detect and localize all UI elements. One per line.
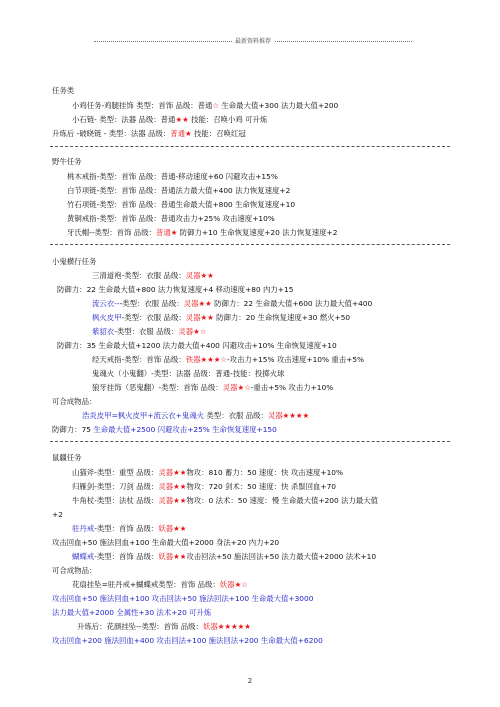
text-segment: 经天戒指-类型：首饰 品级：	[92, 355, 186, 364]
text-segment: 鼠疆任务	[52, 453, 82, 462]
text-segment: 牙氏帽--类型：首饰 品级：	[67, 228, 156, 237]
text-segment: 蝴蝶戒	[72, 552, 95, 561]
text-line	[67, 227, 337, 238]
text-segment: -类型：首饰 品级：	[94, 524, 159, 533]
text-line	[67, 185, 290, 196]
text-segment: 防御力+10 生命恢复速度+20 法力恢复速度+2	[177, 228, 338, 237]
text-segment: 法力最大值+2000 全属性+30 法术+20 可升炼	[52, 608, 212, 617]
text-segment: 防御力：22 生命最大值+600 法力最大值+400	[211, 299, 373, 308]
text-segment: ★★	[175, 115, 189, 124]
text-segment: 升炼后 -破晓链 - 类型：法器 品级：	[52, 129, 171, 138]
text-line	[52, 452, 82, 463]
text-segment: 花扇挂坠=驻丹戒+蝴蝶戒类型：首饰 品级：	[72, 580, 220, 589]
text-line	[92, 270, 214, 281]
text-line	[72, 495, 378, 506]
text-segment: -重击+5% 攻击力+10%	[250, 383, 334, 392]
text-line	[92, 326, 206, 337]
text-line	[72, 551, 376, 562]
text-segment: 类型：衣服 品级：	[204, 411, 268, 420]
text-segment: 可合成物品：	[52, 397, 97, 406]
text-line	[92, 312, 350, 323]
text-segment: 铁器★★★☆	[185, 355, 228, 364]
text-segment: 任务类	[52, 86, 75, 95]
text-segment: 生命最大值+300 法力最大值+200	[219, 101, 339, 110]
text-segment: 防御力：22 生命最大值+800 法力恢复速度+4 移动速度+80 内力+15	[57, 285, 294, 294]
text-segment: 灵器★★★★	[267, 411, 310, 420]
text-segment: -类型：衣服 品级：	[119, 299, 184, 308]
text-segment: 小石链- 类型：法器 品级：普通	[72, 115, 176, 124]
text-segment: 牛角杖-类型：法杖 品级：	[72, 496, 159, 505]
text-line	[52, 156, 82, 167]
text-segment: 技能：召唤小鸡 可升炼	[188, 115, 268, 124]
text-segment: -类型：衣服 品级：	[121, 313, 186, 322]
text-line	[57, 340, 337, 351]
text-segment: 驻丹戒	[72, 524, 95, 533]
text-segment: 白节项链-类型：首饰 品级：普通法力最大值+400 法力恢复速度+2	[67, 186, 291, 195]
text-segment: ☆	[212, 101, 220, 110]
text-line	[72, 523, 186, 534]
text-segment: 归雁剑-类型：刀剑 品级：	[72, 482, 159, 491]
text-segment: 妖器★★	[158, 524, 187, 533]
text-line	[92, 298, 372, 309]
text-segment: 防御力：75	[52, 425, 94, 434]
text-segment: ★	[185, 129, 192, 138]
text-segment: 普通★	[155, 228, 178, 237]
page-header	[94, 36, 412, 48]
text-line	[57, 284, 293, 295]
text-segment: 浩炎皮甲=枫火皮甲+流云衣+鬼魂火	[82, 411, 205, 420]
text-line	[72, 579, 248, 590]
text-segment: 技能：召唤红冠	[191, 129, 246, 138]
text-segment: 妖器★★	[158, 552, 187, 561]
text-segment: 流云衣--	[92, 299, 120, 308]
text-segment: 枫火皮甲	[92, 313, 122, 322]
text-segment: 妖器★★★★★	[202, 622, 251, 631]
text-line	[52, 537, 279, 548]
section-divider	[50, 244, 450, 245]
text-segment: 灵器★★	[158, 468, 187, 477]
section-divider	[50, 146, 450, 147]
text-segment: 攻击回血+50 施法回血+100 攻击回法+50 施法回法+100 生命最大值+3000	[52, 594, 314, 603]
text-segment: -类型：首饰 品级：	[94, 552, 159, 561]
text-line	[52, 424, 277, 435]
text-segment: 普通	[170, 129, 185, 138]
text-line	[72, 481, 336, 492]
text-segment: -攻击力+15% 攻击速度+10% 重击+5%	[227, 355, 365, 364]
text-segment: 物攻：720 剑术：50 速度：快 杀鬃回血+70	[186, 482, 337, 491]
text-segment: 灵器★☆	[222, 383, 251, 392]
text-segment: 物攻：0 法术：50 速度：慢 生命最大值+200 法力最大值	[186, 496, 378, 505]
text-segment: 灵器★★	[185, 271, 214, 280]
text-segment: 小鬼横行任务	[52, 257, 97, 266]
text-segment: 攻击回法+50 施法回法+50 法力最大值+2000 法术+10	[186, 552, 377, 561]
text-segment: 攻击回血+50 施法回血+100 生命最大值+2000 身法+20 内力+20	[52, 538, 280, 547]
text-segment: 妖器★☆	[219, 580, 248, 589]
header-text: 最新资料推荐	[232, 36, 274, 45]
text-line	[67, 199, 295, 210]
text-line	[52, 85, 74, 96]
text-line	[77, 621, 251, 632]
page-number: 2	[247, 677, 253, 685]
text-segment: +2	[52, 510, 63, 519]
text-line	[67, 213, 275, 224]
text-line	[67, 171, 278, 182]
text-segment: 生命最大值+2500 闪避攻击+25% 生命恢复速度+150	[93, 425, 277, 434]
text-segment: 灵器★☆	[178, 327, 207, 336]
text-segment: 桃木戒指-类型：首饰 品级：普通-移动速度+60 闪避攻击+15%	[67, 172, 278, 181]
text-line	[52, 396, 96, 407]
text-line	[52, 509, 63, 520]
text-line	[52, 607, 211, 618]
text-line	[52, 128, 246, 139]
text-line	[52, 565, 96, 576]
text-line	[72, 467, 343, 478]
text-segment: 灵器★★	[183, 299, 212, 308]
text-line	[52, 635, 323, 646]
text-line	[52, 256, 96, 267]
text-segment: 山猫斧-类型：重型 品级：	[72, 468, 159, 477]
text-line	[92, 354, 364, 365]
text-segment: 灵器★★	[158, 482, 187, 491]
text-segment: 三清道袍-类型：衣服 品级：	[92, 271, 186, 280]
text-segment: 灵器★★	[185, 313, 214, 322]
text-segment: 防御力：35 生命最大值+1200 法力最大值+400 闪避攻击+10% 生命恢复速度+10	[57, 341, 337, 350]
text-line	[72, 100, 338, 111]
text-segment: 防御力：20 生命恢复速度+30 燃火+50	[213, 313, 351, 322]
text-segment: 野牛任务	[52, 157, 82, 166]
text-line	[82, 410, 309, 421]
text-segment: 狼牙挂饰（恶鬼翻）-类型：首饰 品级：	[92, 383, 223, 392]
text-segment: 灵器★★	[158, 496, 187, 505]
text-line	[52, 593, 313, 604]
text-segment: 可合成物品：	[52, 566, 97, 575]
text-segment: 紫貂衣	[92, 327, 115, 336]
text-segment: 黄铜戒指-类型：首饰 品级：普通攻击力+25% 攻击速度+10%	[67, 214, 275, 223]
text-segment: 物攻：810 蓄力：50 速度：快 攻击速度+10%	[186, 468, 344, 477]
text-segment: 攻击回血+200 施法回血+400 攻击回法+100 施法回法+200 生命最大值+6200	[52, 636, 323, 645]
text-segment: -类型：衣服 品级：	[114, 327, 179, 336]
text-segment: 竹石项链-类型：首饰 品级：普通生命最大值+800 生命恢复速度+10	[67, 200, 296, 209]
text-line	[92, 382, 333, 393]
section-divider	[50, 441, 450, 442]
text-line	[92, 368, 284, 379]
text-segment: 小鸡任务-鸡腿挂饰 类型：首饰 品级：普通	[72, 101, 213, 110]
text-segment: 升炼后：花颜挂坠--类型：首饰 品级：	[77, 622, 203, 631]
text-line	[72, 114, 267, 125]
text-segment: 鬼魂火（小鬼翻）-类型：法器 品级：普通-技能：投掷火球	[92, 369, 285, 378]
